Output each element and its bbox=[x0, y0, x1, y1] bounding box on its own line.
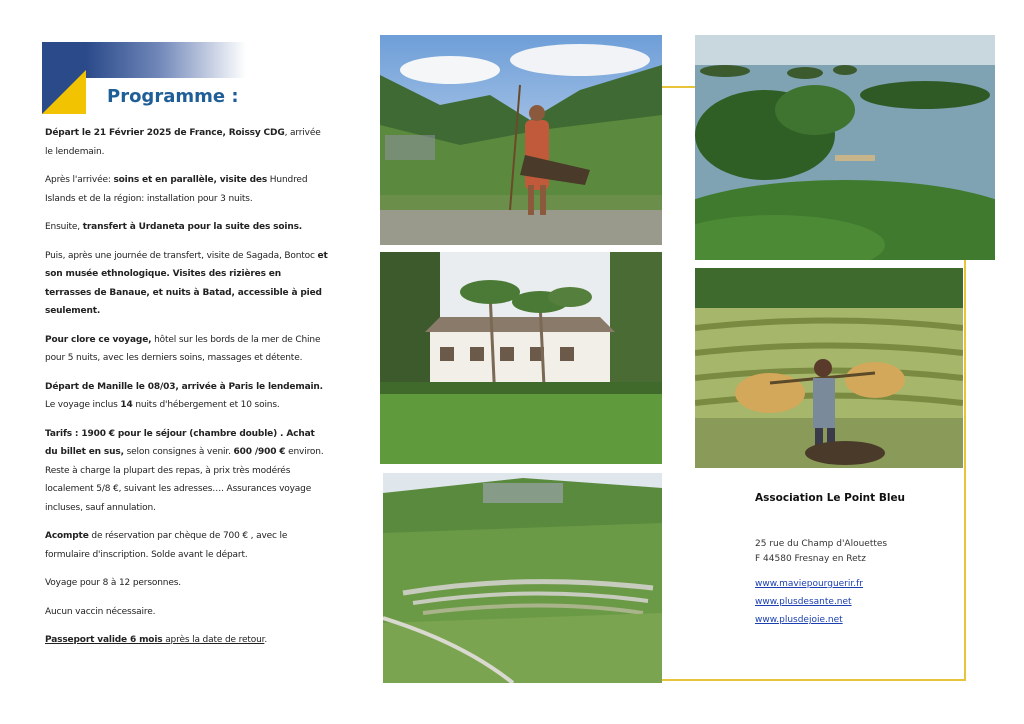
header-gradient-bar bbox=[86, 42, 246, 78]
paragraph-arrival bbox=[45, 171, 330, 208]
program-title: Programme : bbox=[107, 86, 239, 107]
link-plusdejoie[interactable]: www.plusdejoie.net bbox=[755, 615, 843, 625]
frame-line-bottom bbox=[662, 679, 966, 681]
arrival-bold: soins et en parallèle, visite des bbox=[113, 175, 268, 185]
paragraph-return bbox=[45, 378, 330, 415]
paragraph-closing bbox=[45, 331, 330, 368]
return-nights: 14 bbox=[120, 400, 133, 410]
program-text bbox=[45, 124, 330, 660]
departure-text: , arrivée le lendemain. bbox=[45, 128, 321, 157]
association-links bbox=[755, 575, 863, 629]
closing-bold: Pour clore ce voyage, bbox=[45, 334, 152, 345]
departure-bold: Départ le 21 Février 2025 de France, Roissy CDG bbox=[45, 128, 285, 138]
return-text-2: nuits d'hébergement et 10 soins. bbox=[132, 400, 280, 410]
closing-text: hôtel sur les bords de la mer de Chine pour 5 nuits, avec les derniers soins, massages et détente. bbox=[45, 334, 321, 363]
address-line-2: F 44580 Fresnay en Retz bbox=[755, 554, 866, 564]
link-plusdesante[interactable]: www.plusdesante.net bbox=[755, 597, 852, 607]
photo-hundred-islands bbox=[695, 35, 995, 260]
arrival-text-2: Hundred Islands et de la région: installation pour 3 nuits. bbox=[45, 175, 308, 204]
address-line-1: 25 rue du Champ d'Alouettes bbox=[755, 539, 888, 549]
logo-icon bbox=[42, 42, 86, 114]
photo-mountain-warrior bbox=[380, 35, 662, 245]
sagada-text: Puis, après une journée de transfert, visite de Sagada, Bontoc bbox=[45, 250, 318, 261]
association-name: Association Le Point Bleu bbox=[755, 492, 906, 504]
transfer-text: Ensuite, bbox=[45, 222, 83, 232]
photo-rice-harvest bbox=[695, 268, 963, 468]
prices-ticket: 600 /900 € bbox=[233, 447, 286, 457]
photo-hotel-palms bbox=[380, 252, 662, 464]
photo-terraced-valley bbox=[383, 473, 662, 683]
paragraph-deposit bbox=[45, 527, 330, 564]
prices-bold: Tarifs : 1900 € pour le séjour (chambre double) . Achat du billet en sus, bbox=[45, 428, 315, 457]
paragraph-departure bbox=[45, 124, 330, 161]
transfer-bold: transfert à Urdaneta pour la suite des soins. bbox=[82, 222, 303, 232]
prices-text-1: selon consignes à venir. bbox=[123, 447, 234, 457]
arrival-text-1: Après l'arrivée: bbox=[45, 175, 114, 185]
deposit-bold: Acompte bbox=[45, 531, 89, 541]
paragraph-group-size: Voyage pour 8 à 12 personnes. bbox=[45, 578, 181, 588]
sagada-bold: et son musée ethnologique. Visites des rizières en terrasses de Banaue, et nuits à Batad, accessible à pied seulement. bbox=[45, 250, 328, 316]
prices-text-2: environ. Reste à charge la plupart des repas, à prix très modérés localement 5/8 €, suivant les adresses…. Assurances voyage incluses, sauf annulation. bbox=[45, 447, 324, 513]
passport-text: après la date de retour bbox=[162, 635, 265, 645]
return-text-1: Le voyage inclus bbox=[45, 400, 121, 410]
passport-period: . bbox=[264, 635, 268, 645]
frame-line-top bbox=[662, 86, 696, 88]
paragraph-prices bbox=[45, 425, 330, 518]
frame-line-right bbox=[964, 260, 966, 680]
paragraph-transfer bbox=[45, 218, 330, 237]
return-bold: Départ de Manille le 08/03, arrivée à Paris le lendemain. bbox=[45, 381, 323, 392]
deposit-text: de réservation par chèque de 700 € , avec le formulaire d'inscription. Solde avant le départ. bbox=[45, 531, 288, 560]
association-address bbox=[755, 537, 887, 567]
link-maviepourguerir[interactable]: www.maviepourguerir.fr bbox=[755, 579, 863, 589]
paragraph-passport bbox=[45, 631, 330, 650]
paragraph-vaccine: Aucun vaccin nécessaire. bbox=[45, 606, 156, 617]
paragraph-sagada bbox=[45, 247, 330, 321]
passport-bold: Passeport valide 6 mois bbox=[45, 635, 163, 645]
